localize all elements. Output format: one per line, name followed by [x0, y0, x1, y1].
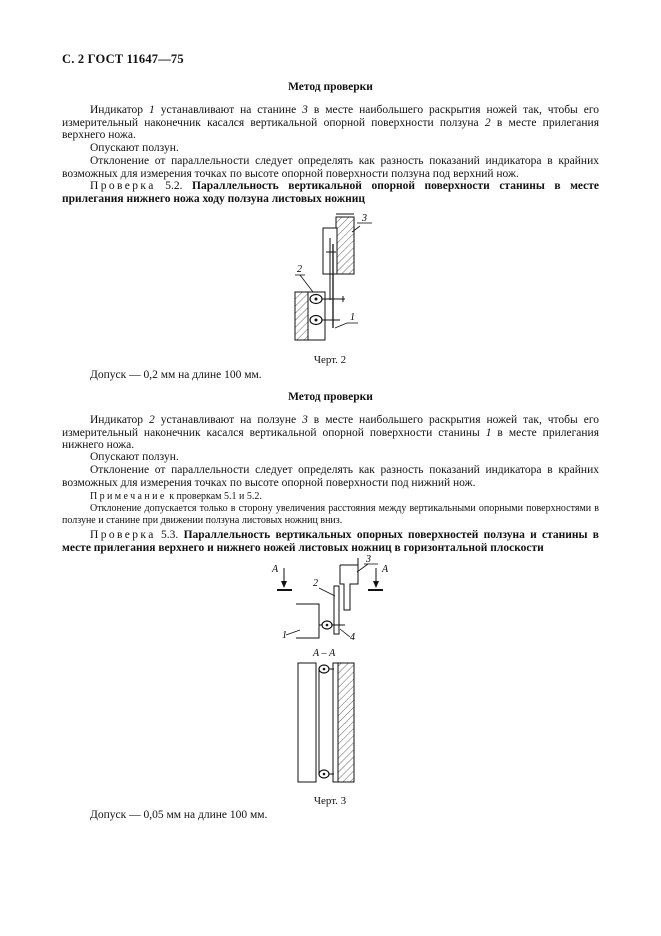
check-label: Проверка: [90, 180, 156, 192]
ref-number: 3: [302, 414, 308, 426]
text-run: в месте наибольшего раскрытия ножей так, чтобы его измерительный наконечник касался вертикальной опорной поверхности ползуна: [62, 104, 600, 129]
section-mark-left: [277, 568, 292, 590]
section-mark-right: [368, 568, 383, 590]
fig3-label-3: 3: [366, 554, 371, 565]
note-text: Отклонение допускается только в сторону увеличения расстояния между вертикальными опорными поверхностями в ползуне и станине при движении ползуна листовых ножниц вниз.: [62, 503, 599, 526]
fig2-label-2: 2: [297, 264, 302, 275]
text-run: в месте прилегания верхнего ножа.: [62, 116, 599, 142]
fig3-label-1: 1: [282, 630, 287, 641]
note-label: Примечание: [90, 491, 167, 502]
ref-number: 2: [149, 414, 155, 426]
paragraph-deviation-2: Отклонение от параллельности следует определять как разность показаний индикатора в крайних возможных для измерения точках по высоте опорной поверхности под нижний нож.: [62, 464, 599, 489]
check-number: 5.2.: [155, 180, 193, 192]
paragraph-lower-slider-2: Опускают ползун.: [90, 451, 179, 463]
ref-number: 1: [485, 426, 492, 439]
section-letter-left: А: [272, 564, 279, 575]
fig3-label-2: 2: [313, 578, 318, 589]
method-heading-2: Метод проверки: [288, 391, 373, 403]
section-view-aa: [298, 663, 354, 782]
text-run: устанавливают на станине: [154, 104, 303, 116]
check-number: 5.3.: [155, 529, 184, 541]
ref-number: 2: [484, 116, 491, 129]
tolerance-5-3: Допуск — 0,05 мм на длине 100 мм.: [90, 809, 268, 821]
text-run: устанавливают на ползуне: [154, 414, 303, 426]
check-label: Проверка: [90, 529, 156, 541]
page-header: С. 2 ГОСТ 11647—75: [62, 52, 184, 66]
slider-part-3: [340, 558, 358, 610]
check-title: Параллельность вертикальных опорных поверхностей ползуна и станины в месте прилегания верхнего и нижнего ножей листовых ножниц в горизонтальной плоскости: [62, 529, 600, 554]
ref-number: 3: [302, 104, 308, 116]
method-heading-1: Метод проверки: [288, 81, 373, 93]
text-run: Индикатор: [90, 414, 150, 426]
fig2-label-3: 3: [362, 213, 367, 224]
text-run: Индикатор: [90, 104, 150, 116]
text-run: в месте наибольшего раскрытия ножей так, чтобы его измерительный наконечник касался вертикальной опорной поверхности станины: [62, 414, 600, 439]
note-ref: к проверкам 5.1 и 5.2.: [166, 491, 262, 502]
fig3-label-4: 4: [350, 632, 355, 643]
paragraph-lower-slider-1: Опускают ползун.: [90, 142, 179, 154]
slider-plate-2: [334, 586, 339, 634]
figure-3-caption: Черт. 3: [313, 795, 347, 807]
tolerance-5-2: Допуск — 0,2 мм на длине 100 мм.: [90, 369, 262, 381]
fig3-section-label: А – А: [313, 648, 336, 659]
indicator-4: [319, 621, 345, 629]
ref-number: 1: [149, 104, 155, 116]
check-title: Параллельность вертикальной опорной поверхности станины в месте прилегания нижнего ножа ходу ползуна листовых ножниц: [62, 180, 600, 205]
section-letter-right: А: [382, 564, 389, 575]
frame-part-1: [296, 604, 319, 638]
fig2-label-1: 1: [350, 312, 355, 323]
paragraph-deviation-1: Отклонение от параллельности следует определять как разность показаний индикатора в крайних возможных для измерения точках по высоте опорной поверхности ползуна под верхний нож.: [62, 155, 599, 180]
text-run: в месте прилегания нижнего ножа.: [62, 426, 599, 452]
figure-2-caption: Черт. 2: [313, 354, 347, 366]
